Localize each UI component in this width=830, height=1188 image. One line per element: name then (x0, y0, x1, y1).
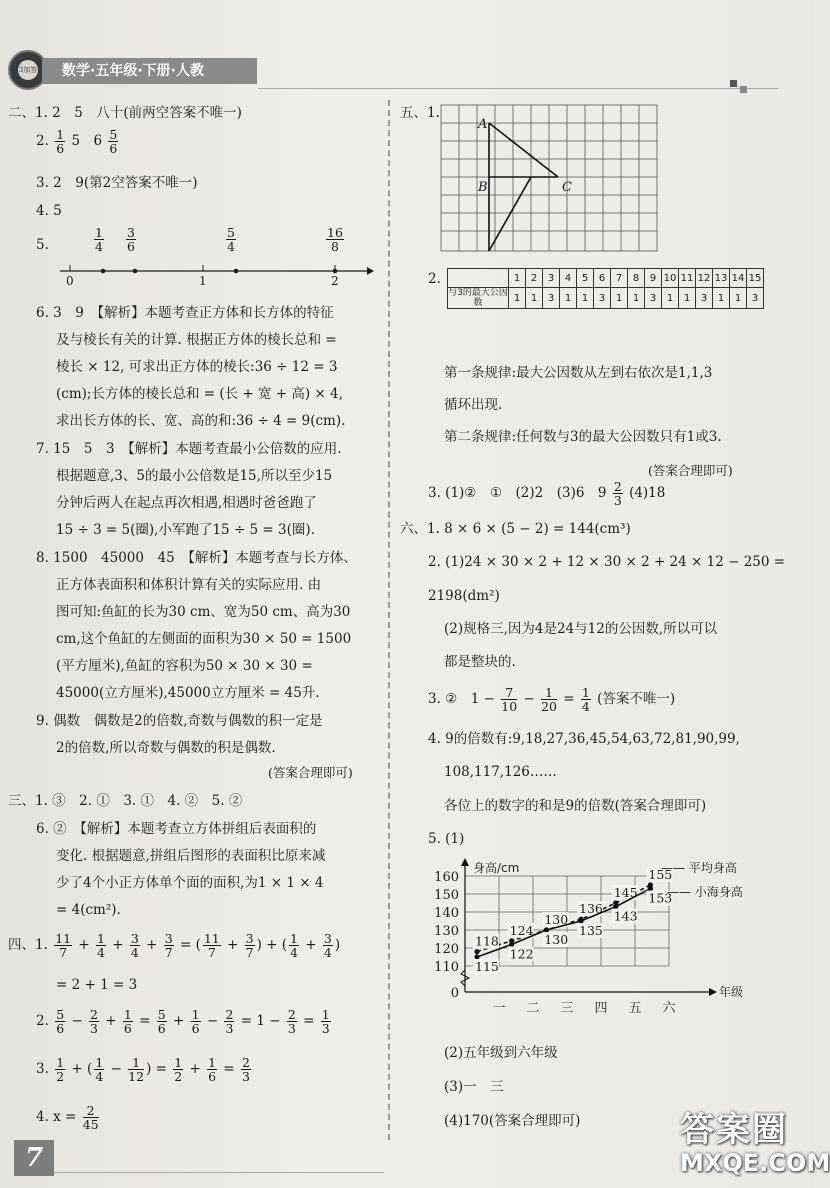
answer-text: 5 6 (71, 133, 103, 149)
s6-q4-line: 各位上的数字的和是9的倍数(答案合理即可) (444, 798, 707, 814)
s6-q5-4: (4)170(答案合理即可) (444, 1113, 581, 1129)
s4-q3: 3. $\frac{1}{2}$ + ( $\frac{1}{4}$ − $\frac{1}{12}$ ) = $\frac{1}{2}$ + $\frac{1}{6}$ = $\frac{2}{3}$ (36, 1055, 250, 1084)
s2-q6-line: 6. 3 9 【解析】本题考查正方体和长方体的特征 (36, 305, 334, 321)
book-title: 数学·五年级·下册·人教 (42, 58, 257, 84)
s5-q3: 3. (1)② ① (2)2 (3)6 9 $\frac{2}{3}$ (4)18 (428, 479, 666, 508)
data-label: 130 (544, 932, 569, 947)
s3-q1-5: 三、1. ③ 2. ① 3. ① 4. ② 5. ② (8, 793, 243, 809)
s4-q1: 四、1. $\frac{11}{7}$ + $\frac{1}{4}$ + $\frac{3}{4}$ + $\frac{3}{7}$ = ( $\frac{11}{7}$ + $\frac{3}{7}$ ) + ( $\frac{1}{4}$ + $\frac{3}{4}$ ) (8, 931, 341, 960)
gcd-table (447, 268, 764, 309)
x-tick-label: 五 (628, 1001, 642, 1016)
s2-q3: 3. 2 9(第2空答案不唯一) (36, 175, 198, 191)
s6-q4-line: 108,117,126…… (444, 764, 557, 780)
s2-q9-line: 2的倍数,所以奇数与偶数的积是偶数. (56, 740, 276, 756)
s4-q1-result: = 2 + 1 = 3 (56, 977, 138, 993)
s2-q8-line: 8. 1500 45000 45 【解析】本题考查与长方体、 (36, 550, 357, 566)
data-label: 136 (579, 901, 603, 917)
data-label: 130 (544, 912, 569, 927)
data-label: 118 (475, 933, 499, 949)
s3-q6-line: 6. ② 【解析】本题考查立方体拼组后表面积的 (36, 821, 317, 837)
number-line (55, 260, 375, 282)
header-square-decoration (730, 80, 737, 87)
s6-q1: 六、1. 8 × 6 × (5 − 2) = 144(cm³) (400, 521, 631, 537)
answer-note: (答案合理即可) (648, 463, 733, 478)
s4-q4: 4. x = $\frac{2}{45}$ (36, 1103, 99, 1132)
watermark-line: 答案圈 (680, 1110, 788, 1150)
data-label: 145 (613, 885, 638, 900)
numberline-tick: 1 (199, 274, 207, 288)
s5-q2-rule: 第一条规律:最大公因数从左到右依次是1,1,3 (444, 365, 713, 381)
s2-q7-line: 分钟后两人在起点再次相遇,相遇时爸爸跑了 (56, 495, 317, 511)
s5-q2-rule: 循环出现. (444, 397, 503, 413)
s6-q2-line: (2)规格三,因为4是24与12的公因数,所以可以 (444, 621, 718, 637)
site-watermark (680, 1110, 830, 1180)
data-label: 115 (475, 959, 499, 974)
x-tick-label: 六 (662, 1001, 676, 1016)
s2-q8-line: (平方厘米),鱼缸的容积为50 × 30 × 30 = (56, 658, 313, 674)
point-label-c: C (562, 180, 572, 195)
fraction: $\frac{1}{6}$ (56, 127, 65, 156)
height-line-chart (425, 858, 785, 1038)
data-label: 122 (509, 946, 534, 962)
s2-q7-line: 7. 15 5 3 【解析】本题考查最小公倍数的应用. (36, 441, 342, 457)
s2-q1: 二、1. 2 5 八十(前两空答案不唯一) (8, 105, 242, 121)
point-label-b: B (478, 180, 488, 195)
answer-note: (答案合理即可) (268, 765, 353, 780)
legend-entry: —— 平均身高 (661, 861, 737, 875)
x-tick-label: 二 (526, 1001, 540, 1016)
numberline-tick: 2 (331, 274, 339, 288)
x-tick-label: 一 (492, 1001, 506, 1016)
s3-q6-line: = 4(cm²). (56, 902, 121, 918)
q-num: 2. (36, 133, 49, 149)
s5-q2-num: 2. (428, 271, 441, 287)
y-tick-label: 160 (434, 870, 459, 885)
s3-q6-line: 变化. 根据题意,拼组后图形的表面积比原来减 (56, 848, 326, 864)
s2-q8-line: 图可知:鱼缸的长为30 cm、宽为50 cm、高为30 (56, 604, 351, 620)
transformation-grid (440, 104, 660, 254)
s6-q3: 3. ② 1 − $\frac{7}{10}$ − $\frac{1}{20}$ = $\frac{1}{4}$ (答案不唯一) (428, 685, 676, 714)
s2-q7-line: 15 ÷ 3 = 5(圈),小军跑了15 ÷ 5 = 3(圈). (56, 522, 315, 538)
data-label: 124 (509, 922, 534, 938)
y-tick-label: 150 (434, 888, 459, 903)
page-header (8, 50, 258, 90)
page-number: 7 (14, 1140, 54, 1176)
numberline-tick: 0 (66, 274, 74, 288)
s5-q1-num: 五、1. (400, 105, 440, 121)
s2-q9-line: 9. 偶数 偶数是2的倍数,奇数与偶数的积一定是 (36, 713, 323, 729)
s2-q5-num: 5. (36, 237, 49, 253)
s2-q8-line: cm,这个鱼缸的左侧面的面积为30 × 50 = 1500 (56, 631, 352, 647)
fraction: $\frac{5}{6}$ (109, 127, 118, 156)
s2-q8-line: 45000(立方厘米),45000立方厘米 = 45升. (56, 685, 320, 701)
s3-q6-line: 少了4个小正方体单个面的面积,为1 × 1 × 4 (56, 875, 324, 891)
watermark-line: MXQE.COM (680, 1149, 830, 1177)
column-divider (388, 100, 390, 1140)
s5-q2-rule: 第二条规律:任何数与3的最大公因数只有1或3. (444, 429, 722, 445)
s6-q2-line: 2198(dm²) (428, 588, 500, 604)
s2-q7-line: 根据题意,3、5的最小公倍数是15,所以至少15 (56, 468, 333, 484)
y-tick-label: 120 (434, 942, 459, 957)
s2-q6-line: 求出长方体的长、宽、高的和:36 ÷ 4 = 9(cm). (56, 413, 346, 429)
y-tick-label: 140 (434, 906, 459, 921)
s6-q5-3: (3)一 三 (444, 1079, 504, 1095)
x-tick-label: 三 (560, 1001, 574, 1016)
y-tick-label: 130 (434, 924, 459, 939)
s2-q4: 4. 5 (36, 203, 62, 219)
y-tick-label: 110 (434, 960, 459, 975)
data-label: 155 (648, 867, 673, 882)
logo-text: 3加答 (18, 60, 38, 80)
s6-q5-2: (2)五年级到六年级 (444, 1045, 558, 1061)
header-rule (258, 88, 778, 89)
point-label-a: A (478, 117, 488, 132)
y-tick-label: 0 (450, 986, 459, 1001)
numberline-label: $\frac{5}{4}$ (227, 225, 235, 254)
s6-q4-line: 4. 9的倍数有:9,18,27,36,45,54,63,72,81,90,99, (428, 731, 740, 747)
s4-q2: 2. $\frac{5}{6}$ − $\frac{2}{3}$ + $\frac{1}{6}$ = $\frac{5}{6}$ + $\frac{1}{6}$ − $\frac{2}{3}$ = 1 − $\frac{2}{3}$ = $\frac{1}{3}$ (36, 1007, 330, 1036)
legend-entry: —— 小海身高 (667, 885, 743, 899)
s6-q5-num: 5. (1) (428, 831, 465, 847)
x-axis-arrow (709, 988, 717, 996)
s6-q2-line: 2. (1)24 × 30 × 2 + 12 × 30 × 2 + 24 × 12 − 250 = (428, 554, 786, 570)
data-point (474, 949, 479, 954)
s6-q2-line: 都是整块的. (444, 654, 516, 670)
table-row: 与3的最大公因数 1 1 3 1 1 3 1 1 3 1 1 3 1 1 3 (448, 288, 764, 309)
data-label: 143 (613, 908, 638, 924)
table-row: 1 2 3 4 5 6 7 8 9 10 11 12 13 14 15 (448, 269, 764, 288)
numberline-label: $\frac{3}{6}$ (127, 225, 135, 254)
footer-rule (54, 1172, 384, 1173)
s2-q6-line: (cm);长方体的棱长总和 = (长 + 宽 + 高) × 4, (56, 386, 343, 402)
data-label: 153 (648, 890, 673, 906)
data-label: 135 (579, 923, 603, 938)
x-tick-label: 四 (594, 1001, 608, 1016)
y-axis-arrow (461, 858, 469, 866)
header-square-decoration (740, 86, 747, 93)
y-axis-title: 身高/cm (473, 861, 520, 875)
s2-q2 (36, 128, 120, 155)
s2-q8-line: 正方体表面积和体积计算有关的实际应用. 由 (56, 577, 322, 593)
numberline-label: $\frac{16}{8}$ (327, 225, 343, 254)
s2-q6-line: 及与棱长有关的计算. 根据正方体的棱长总和 = (56, 332, 337, 348)
numberline-label: $\frac{1}{4}$ (95, 225, 103, 254)
s2-q6-line: 棱长 × 12, 可求出正方体的棱长:36 ÷ 12 = 3 (56, 359, 338, 375)
x-axis-title: 年级 (719, 985, 744, 999)
